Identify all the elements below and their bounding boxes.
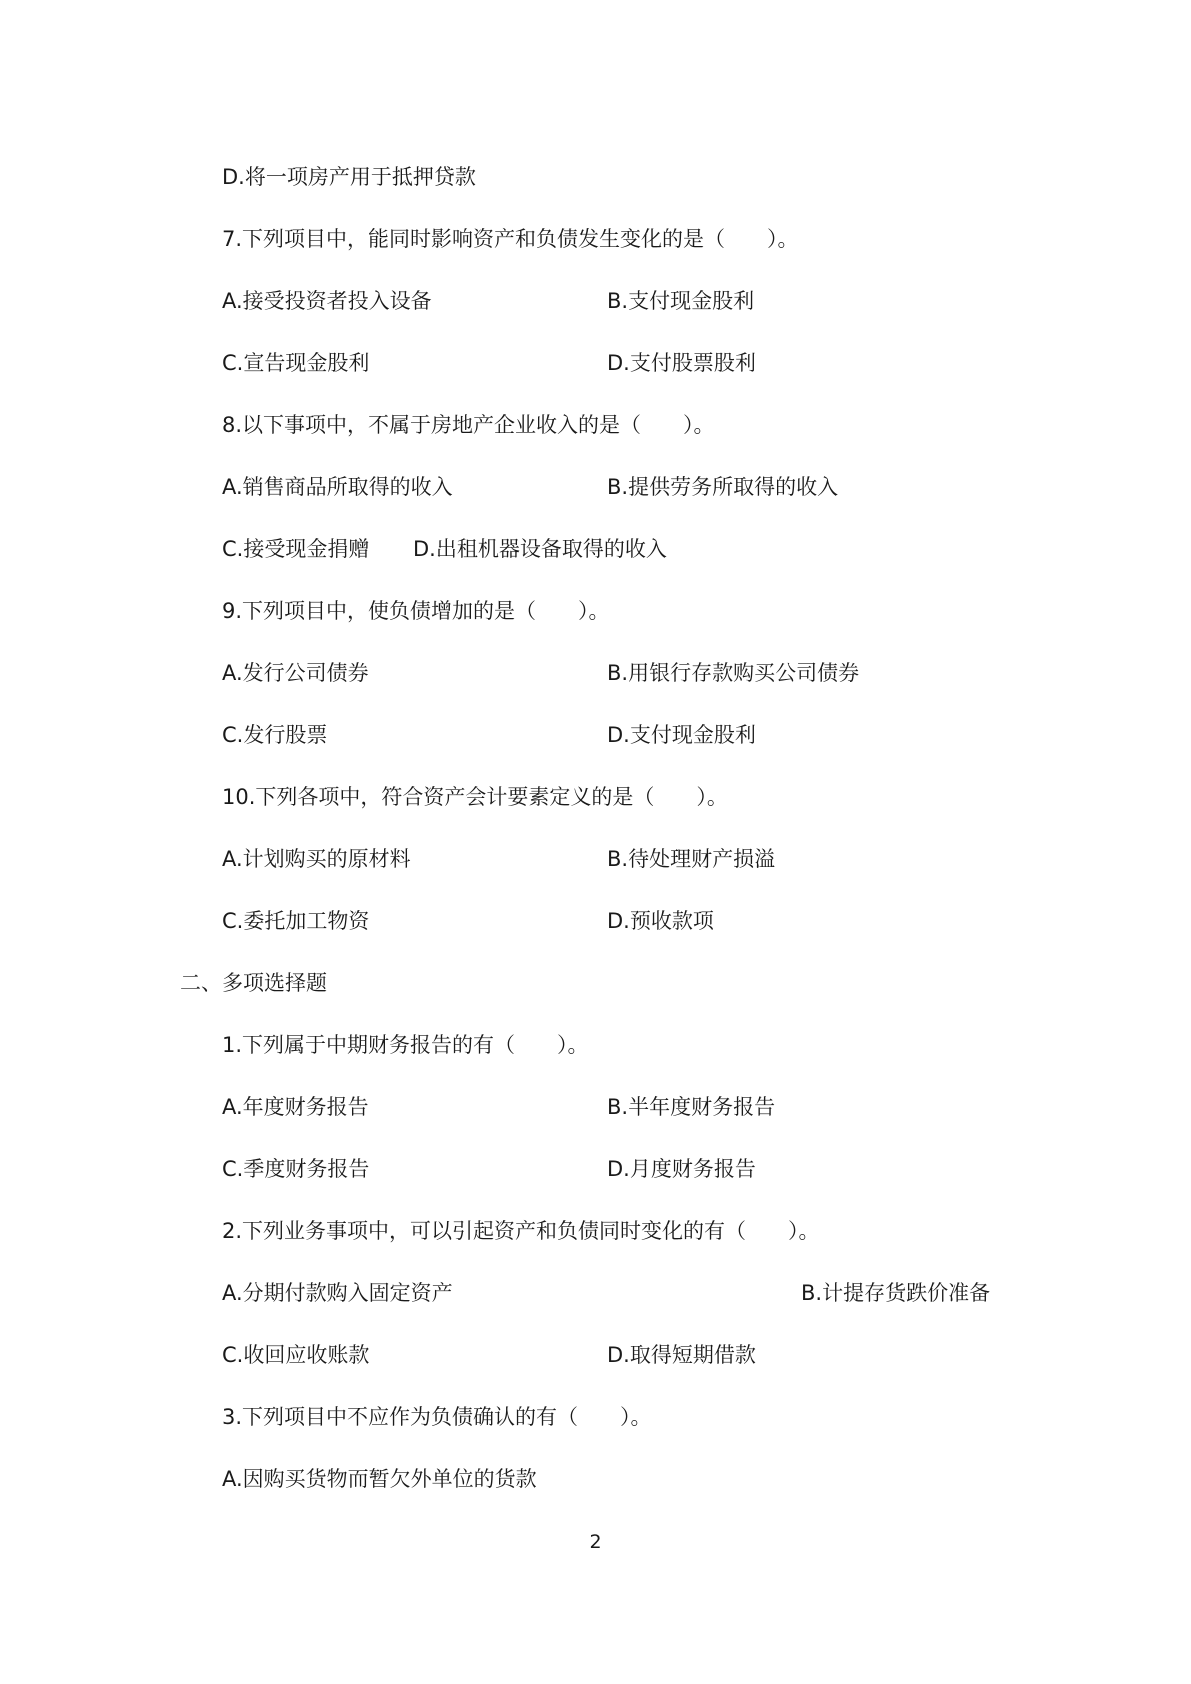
- option-a: A.分期付款购入固定资产: [222, 1281, 453, 1305]
- option-a: A.因购买货物而暂欠外单位的货款: [222, 1467, 537, 1491]
- option-b: B.待处理财产损溢: [607, 847, 776, 871]
- option-a: A.销售商品所取得的收入: [222, 475, 453, 499]
- option-b: B.用银行存款购买公司债券: [607, 661, 860, 685]
- option-b: B.半年度财务报告: [607, 1095, 776, 1119]
- option-c: C.宣告现金股利: [222, 351, 370, 375]
- question-text: 7.下列项目中，能同时影响资产和负债发生变化的是（ ）。: [222, 227, 799, 251]
- option-d: D.出租机器设备取得的收入: [413, 537, 667, 561]
- question-text: 3.下列项目中不应作为负债确认的有（ ）。: [222, 1405, 652, 1429]
- option-d: D.支付现金股利: [607, 723, 756, 747]
- option-b: B.提供劳务所取得的收入: [607, 475, 839, 499]
- option-d: D.将一项房产用于抵押贷款: [222, 165, 476, 189]
- option-d: D.支付股票股利: [607, 351, 756, 375]
- page-number: 2: [589, 1531, 602, 1553]
- option-c: C.季度财务报告: [222, 1157, 370, 1181]
- section-title: 二、多项选择题: [180, 971, 327, 995]
- option-d: D.月度财务报告: [607, 1157, 756, 1181]
- option-a: A.接受投资者投入设备: [222, 289, 432, 313]
- option-c: C.接受现金捐赠: [222, 537, 370, 561]
- question-text: 9.下列项目中，使负债增加的是（ ）。: [222, 599, 610, 623]
- question-text: 8.以下事项中，不属于房地产企业收入的是（ ）。: [222, 413, 715, 437]
- option-a: A.发行公司债券: [222, 661, 369, 685]
- question-text: 2.下列业务事项中，可以引起资产和负债同时变化的有（ ）。: [222, 1219, 820, 1243]
- option-c: C.委托加工物资: [222, 909, 370, 933]
- option-d: D.预收款项: [607, 909, 714, 933]
- option-a: A.年度财务报告: [222, 1095, 369, 1119]
- option-b: B.支付现金股利: [607, 289, 755, 313]
- option-c: C.发行股票: [222, 723, 328, 747]
- option-d: D.取得短期借款: [607, 1343, 756, 1367]
- question-text: 10.下列各项中，符合资产会计要素定义的是（ ）。: [222, 785, 728, 809]
- option-c: C.收回应收账款: [222, 1343, 370, 1367]
- option-a: A.计划购买的原材料: [222, 847, 411, 871]
- option-b: B.计提存货跌价准备: [801, 1281, 991, 1305]
- question-text: 1.下列属于中期财务报告的有（ ）。: [222, 1033, 589, 1057]
